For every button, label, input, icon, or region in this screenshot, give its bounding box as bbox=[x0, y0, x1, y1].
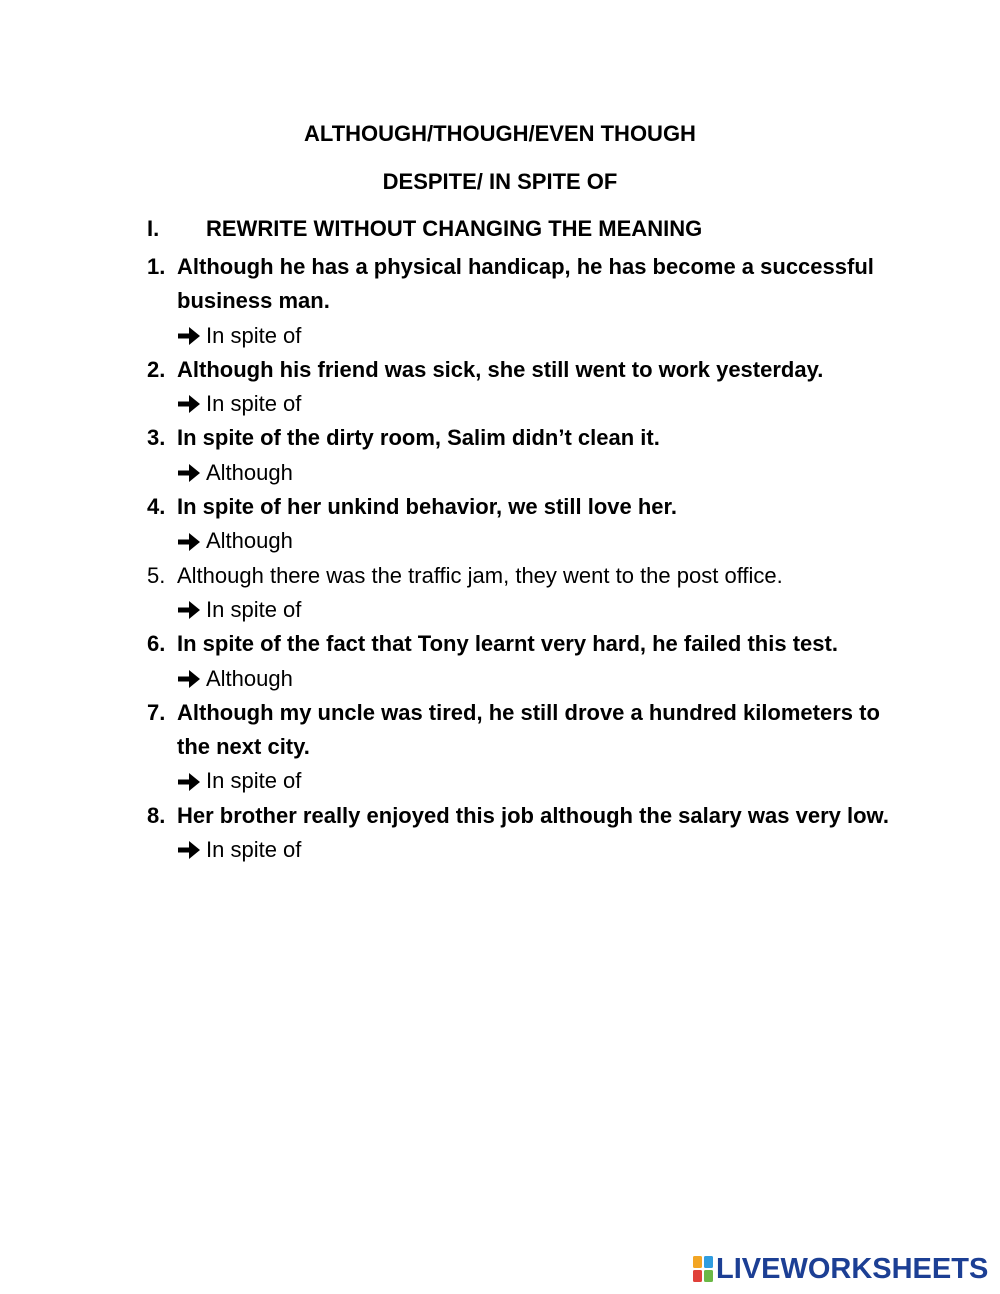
answer-line[interactable] bbox=[177, 456, 907, 490]
item-number: 4. bbox=[147, 494, 166, 520]
worksheet-subtitle: DESPITE/ IN SPITE OF bbox=[382, 169, 618, 194]
arrow-right-icon bbox=[177, 531, 201, 553]
answer-line[interactable] bbox=[177, 593, 907, 627]
liveworksheets-logo-icon bbox=[693, 1256, 713, 1282]
arrow-right-icon bbox=[177, 325, 201, 347]
arrow-right-icon bbox=[177, 393, 201, 415]
exercise-item bbox=[147, 421, 907, 490]
exercise-item bbox=[147, 696, 907, 799]
arrow-right-icon bbox=[177, 599, 201, 621]
answer-prompt: In spite of bbox=[206, 768, 302, 794]
answer-line[interactable] bbox=[177, 319, 907, 353]
item-number: 2. bbox=[147, 356, 166, 382]
item-number: 1. bbox=[147, 254, 166, 279]
answer-prompt: Although bbox=[206, 459, 293, 485]
exercise-item bbox=[147, 799, 907, 868]
arrow-right-icon bbox=[177, 668, 201, 690]
answer-line[interactable] bbox=[177, 387, 907, 421]
exercise-item bbox=[147, 250, 907, 353]
item-sentence: Her brother really enjoyed this job although the salary was very low. bbox=[177, 802, 889, 828]
item-number: 6. bbox=[147, 631, 166, 657]
item-sentence: Although my uncle was tired, he still drove a hundred kilometers to the next city. bbox=[177, 699, 880, 760]
brand-name: LIVEWORKSHEETS bbox=[716, 1253, 989, 1285]
exercise-item bbox=[147, 353, 907, 422]
section-numeral: I. bbox=[147, 216, 160, 241]
item-sentence: In spite of the dirty room, Salim didn’t clean it. bbox=[177, 425, 660, 451]
item-number: 8. bbox=[147, 802, 166, 828]
arrow-right-icon bbox=[177, 839, 201, 861]
arrow-right-icon bbox=[177, 462, 201, 484]
exercise-item bbox=[147, 490, 907, 559]
answer-line[interactable] bbox=[177, 764, 907, 798]
item-sentence: Although there was the traffic jam, they went to the post office. bbox=[177, 562, 783, 588]
item-sentence: Although he has a physical handicap, he has become a successful business man. bbox=[177, 254, 874, 314]
worksheet-title: ALTHOUGH/THOUGH/EVEN THOUGH bbox=[304, 121, 696, 146]
exercise-list bbox=[147, 250, 907, 867]
answer-line[interactable] bbox=[177, 524, 907, 558]
exercise-item bbox=[147, 559, 907, 628]
liveworksheets-brand bbox=[693, 1254, 988, 1284]
item-number: 3. bbox=[147, 425, 166, 451]
exercise-item bbox=[147, 627, 907, 696]
item-number: 5. bbox=[147, 562, 166, 588]
section-title: REWRITE WITHOUT CHANGING THE MEANING bbox=[206, 216, 703, 241]
answer-prompt: In spite of bbox=[206, 322, 302, 348]
item-sentence: In spite of her unkind behavior, we still love her. bbox=[177, 494, 678, 520]
answer-prompt: In spite of bbox=[206, 391, 302, 417]
item-number: 7. bbox=[147, 699, 166, 725]
answer-line[interactable] bbox=[177, 833, 907, 867]
answer-prompt: In spite of bbox=[206, 837, 302, 863]
answer-prompt: Although bbox=[206, 528, 293, 554]
item-sentence: Although his friend was sick, she still went to work yesterday. bbox=[177, 356, 824, 382]
answer-line[interactable] bbox=[177, 662, 907, 696]
section-heading bbox=[147, 216, 702, 242]
answer-prompt: In spite of bbox=[206, 596, 302, 622]
answer-prompt: Although bbox=[206, 665, 293, 691]
item-sentence: In spite of the fact that Tony learnt very hard, he failed this test. bbox=[177, 631, 838, 657]
arrow-right-icon bbox=[177, 771, 201, 793]
